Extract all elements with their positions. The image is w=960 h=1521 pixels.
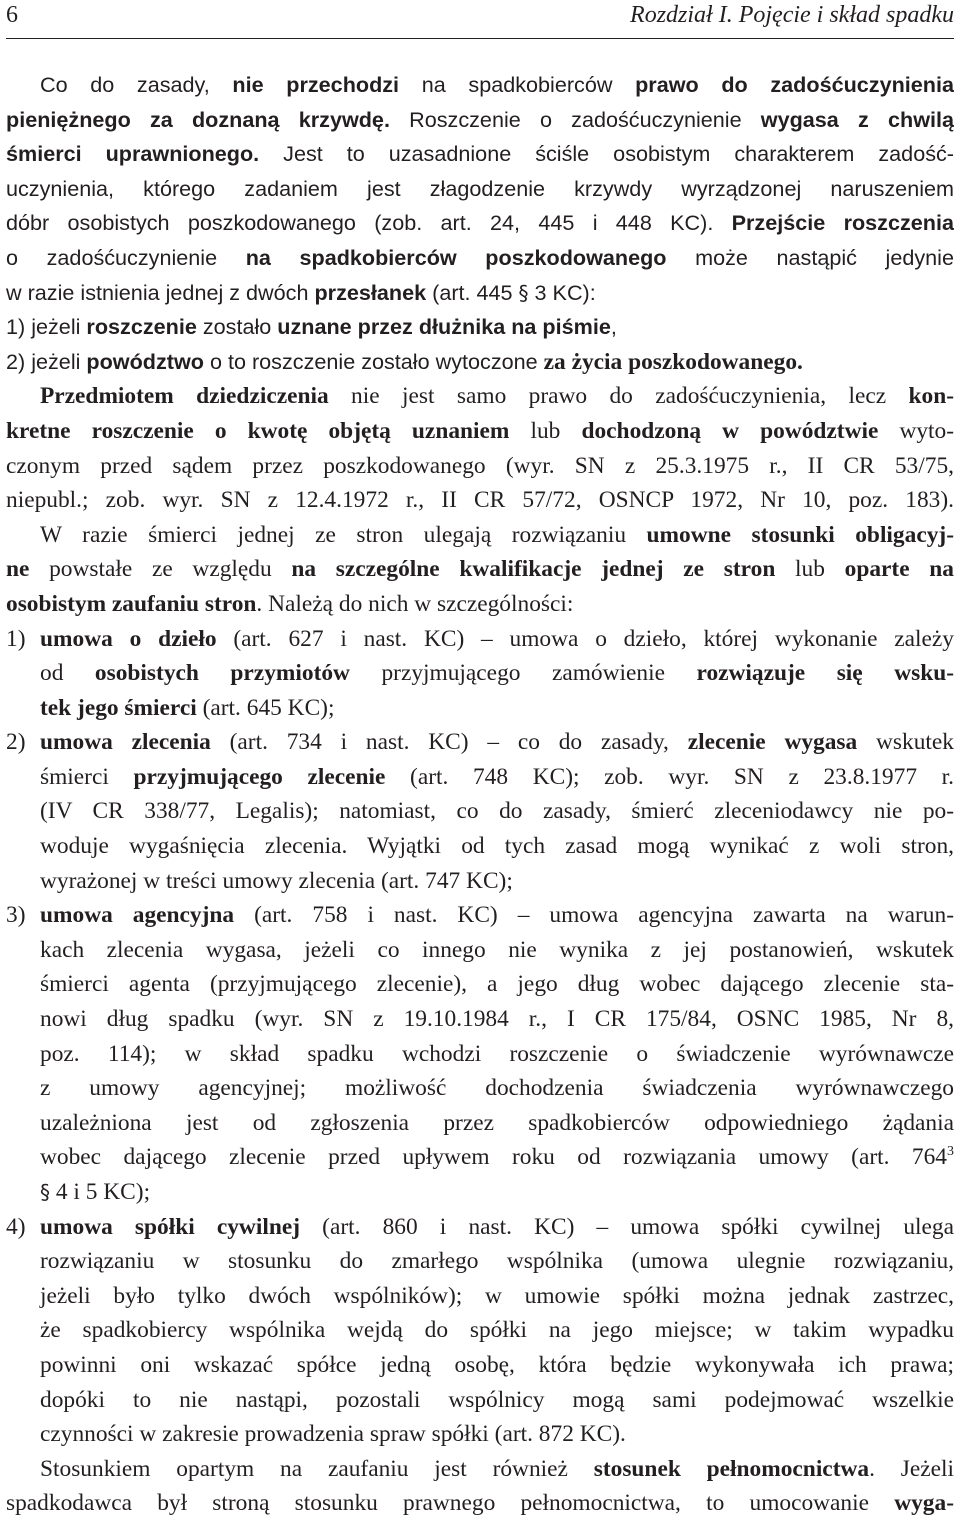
list-item-line: wyrażonej w treści umowy zlecenia (art. 747 KC); bbox=[40, 867, 513, 894]
list-item: 1) jeżeli roszczenie zostało uznane przez dłużnika na piśmie, bbox=[6, 314, 617, 340]
list-item: 2) jeżeli powództwo o to roszczenie zostało wytoczone za życia poszkodowanego. bbox=[6, 348, 803, 375]
list-item-line: uzależniona jest od zgłoszenia przez spadkobierców odpowiedniego żądania bbox=[40, 1109, 954, 1136]
text-line: osobistym zaufaniu stron. Należą do nich w szczególności: bbox=[6, 590, 574, 617]
list-item-line: czynności w zakresie prowadzenia spraw spółki (art. 872 KC). bbox=[40, 1421, 626, 1448]
list-item-line: od osobistych przymiotów przyjmującego zamówienie rozwiązuje się wsku- bbox=[40, 660, 954, 687]
list-item-line: że spadkobiercy wspólnika wejdą do spółki na jego miejsce; w takim wypadku bbox=[40, 1317, 954, 1344]
list-item-line: dopóki to nie nastąpi, pozostali wspólnicy mogą sami podejmować wszelkie bbox=[40, 1386, 954, 1413]
list-item-line: z umowy agencyjnej; możliwość dochodzenia świadczenia wyrównawczego bbox=[40, 1075, 954, 1102]
text-line: Przedmiotem dziedziczenia nie jest samo prawo do zadośćuczynienia, lecz kon- bbox=[40, 383, 954, 410]
section-sign: § bbox=[40, 1180, 50, 1204]
text-line: uczynienia, którego zadaniem jest złagodzenie krzywdy wyrządzonej naruszeniem bbox=[6, 175, 954, 201]
text-line: czonym przed sądem przez poszkodowanego (wyr. SN z 25.3.1975 r., II CR 53/75, bbox=[6, 452, 954, 479]
text-line: o zadośćuczynienie na spadkobierców poszkodowanego może nastąpić jedynie bbox=[6, 244, 954, 270]
running-title: Rozdział I. Pojęcie i skład spadku bbox=[630, 2, 954, 28]
text-line: Stosunkiem opartym na zaufaniu jest również stosunek pełnomocnictwa. Jeżeli bbox=[40, 1455, 954, 1482]
list-item: 4) umowa spółki cywilnej (art. 860 i nast. KC) – umowa spółki cywilnej ulega bbox=[6, 1213, 954, 1240]
list-item-line: wobec dającego zlecenie przed upływem roku od rozwiązania umowy (art. $764^3$ bbox=[40, 1144, 954, 1171]
page-header bbox=[6, 2, 954, 34]
text-line: dóbr osobistych poszkodowanego (zob. art. 24, 445 i 448 KC). Przejście roszczenia bbox=[6, 210, 954, 236]
text-line: śmierci uprawnionego. Jest to uzasadnione ściśle osobistym charakterem zadość- bbox=[6, 141, 954, 167]
list-item-line: rozwiązaniu w stosunku do zmarłego wspólnika (umowa ulegnie rozwiązaniu, bbox=[40, 1248, 954, 1275]
text-line: W razie śmierci jednej ze stron ulegają rozwiązaniu umowne stosunki obligacyj- bbox=[40, 521, 954, 548]
text-line: ne powstałe ze względu na szczególne kwalifikacje jednej ze stron lub oparte na bbox=[6, 556, 954, 583]
list-item-line: kach zlecenia wygasa, jeżeli co innego nie wynika z jej postanowień, wskutek bbox=[40, 936, 954, 963]
section-sign: § bbox=[518, 280, 529, 305]
list-item-line: powinni oni wskazać spółce jedną osobę, która będzie wykonywała ich prawa; bbox=[40, 1351, 954, 1378]
header-rule bbox=[6, 38, 954, 39]
text-line: w razie istnienia jednej z dwóch przesłanek (art. 445 § 3 KC): bbox=[6, 279, 596, 305]
text-line: niepubl.; zob. wyr. SN z 12.4.1972 r., II CR 57/72, OSNCP 1972, Nr 10, poz. 183). bbox=[6, 487, 954, 514]
list-item-line: śmierci przyjmującego zlecenie (art. 748 KC); zob. wyr. SN z 23.8.1977 r. bbox=[40, 763, 954, 790]
list-item-line: poz. 114); w skład spadku wchodzi roszczenie o świadczenie wyrównawcze bbox=[40, 1040, 954, 1067]
list-item-line: jeżeli było tylko dwóch wspólników); w umowie spółki można jednak zastrzec, bbox=[40, 1282, 954, 1309]
text-line: kretne roszczenie o kwotę objętą uznaniem lub dochodzoną w powództwie wyto- bbox=[6, 417, 954, 444]
list-item-line: (IV CR 338/77, Legalis); natomiast, co do zasady, śmierć zleceniodawcy nie po- bbox=[40, 798, 954, 825]
text-line: spadkodawca był stroną stosunku prawnego pełnomocnictwa, to umocowanie wyga- bbox=[6, 1490, 954, 1517]
list-item: 1) umowa o dzieło (art. 627 i nast. KC) – umowa o dzieło, której wykonanie zależy bbox=[6, 625, 954, 652]
list-item-line: śmierci agenta (przyjmującego zlecenie), a jego dług wobec dającego zlecenie sta- bbox=[40, 971, 954, 998]
list-item-line: nowi dług spadku (wyr. SN z 19.10.1984 r., I CR 175/84, OSNC 1985, Nr 8, bbox=[40, 1006, 954, 1033]
list-item-line: tek jego śmierci (art. 645 KC); bbox=[40, 694, 335, 721]
body-text bbox=[6, 68, 954, 1521]
superscript: 3 bbox=[947, 1144, 954, 1160]
list-item-line: § 4 i 5 KC); bbox=[40, 1179, 151, 1205]
page-number: 6 bbox=[6, 2, 18, 28]
list-item: 3) umowa agencyjna (art. 758 i nast. KC) – umowa agencyjna zawarta na warun- bbox=[6, 902, 954, 929]
list-item: 2) umowa zlecenia (art. 734 i nast. KC) – co do zasady, zlecenie wygasa wskutek bbox=[6, 729, 954, 756]
text-line: pieniężnego za doznaną krzywdę. Roszczenie o zadośćuczynienie wygasa z chwilą bbox=[6, 106, 954, 132]
text-line: Co do zasady, nie przechodzi na spadkobierców prawo do zadośćuczynienia bbox=[40, 72, 954, 97]
list-item-line: woduje wygaśnięcia zlecenia. Wyjątki od tych zasad mogą wynikać z woli stron, bbox=[40, 833, 954, 860]
